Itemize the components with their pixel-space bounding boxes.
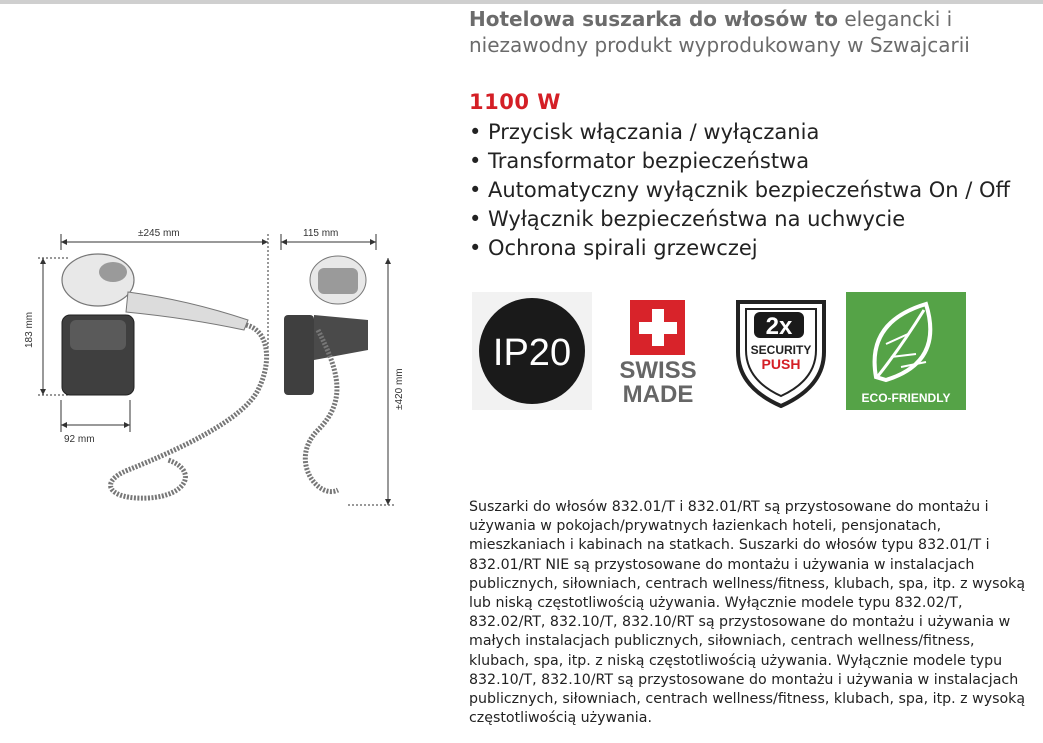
svg-text:MADE: MADE	[622, 381, 694, 408]
bullet-icon: •	[469, 207, 482, 231]
dim-depth-label: 115 mm	[303, 228, 339, 239]
headline-bold: Hotelowa suszarka do włosów to	[469, 7, 838, 31]
feature-item: • Przycisk włączania / wyłączania	[469, 118, 1010, 147]
product-headline	[469, 6, 1029, 58]
security-shield-icon	[726, 292, 846, 410]
headline-rest: elegancki i niezawodny produkt wyprodukowany w Szwajcarii	[469, 7, 970, 57]
dim-width-label: ±245 mm	[138, 228, 180, 239]
dryer-dimension-drawing	[18, 220, 418, 520]
svg-text:PUSH: PUSH	[761, 356, 801, 372]
feature-item: • Ochrona spirali grzewczej	[469, 234, 1010, 263]
dim-height-body-label: 183 mm	[24, 311, 35, 348]
svg-text:2x: 2x	[765, 313, 793, 340]
feature-item: • Wyłącznik bezpieczeństwa na uchwycie	[469, 205, 1010, 234]
eco-friendly-badge	[846, 292, 966, 410]
ip20-badge-icon	[472, 292, 592, 410]
bullet-icon: •	[469, 120, 482, 144]
svg-text:SECURITY: SECURITY	[750, 343, 812, 357]
power-rating: 1100 W	[469, 90, 561, 114]
dim-height-total-label: ±420 mm	[394, 368, 405, 410]
security-push-badge	[726, 292, 846, 410]
product-description: Suszarki do włosów 832.01/T i 832.01/RT są przystosowane do montażu i używania w pokojach/prywatnych łazienkach hoteli, pensjonatach, mieszkaniach i kabinach na statkach. Suszarki do włosów typu 832.01/T i 832.01/RT NIE są przystosowane do montażu i używania w instalacjach publicznych, siłowniach, centrach wellness/fitness, klubach, spa, itp. z wysoką lub niską częstotliwością używania. Wyłącznie modele typu 832.02/T, 832.02/RT, 832.10/T, 832.10/RT są przystosowane do montażu i używania w małych instalacjach publicznych, siłowniach, centrach wellness/fitness, klubach, spa, itp. z niską częstotliwością używania. Wyłącznie modele typu 832.10/T, 832.10/RT są przystosowane do montażu i używania w instalacjach publicznych, siłowniach, centrach wellness/fitness, klubach, spa, itp. z wysoką częstotliwością używania.	[469, 499, 1026, 727]
swiss-cross-icon	[605, 292, 725, 410]
feature-item: • Transformator bezpieczeństwa	[469, 147, 1010, 176]
dim-base-label: 92 mm	[64, 434, 95, 445]
bullet-icon: •	[469, 149, 482, 173]
bullet-icon: •	[469, 236, 482, 260]
svg-text:ECO-FRIENDLY: ECO-FRIENDLY	[861, 391, 951, 405]
svg-text:IP20: IP20	[492, 332, 572, 374]
feature-item: • Automatyczny wyłącznik bezpieczeństwa On / Off	[469, 176, 1010, 205]
ip20-badge	[472, 292, 592, 410]
feature-list	[469, 118, 1010, 263]
bullet-icon: •	[469, 178, 482, 202]
top-divider	[0, 0, 1043, 4]
svg-text:SWISS: SWISS	[619, 357, 697, 384]
swiss-made-badge	[605, 292, 725, 410]
leaf-icon	[846, 292, 966, 410]
